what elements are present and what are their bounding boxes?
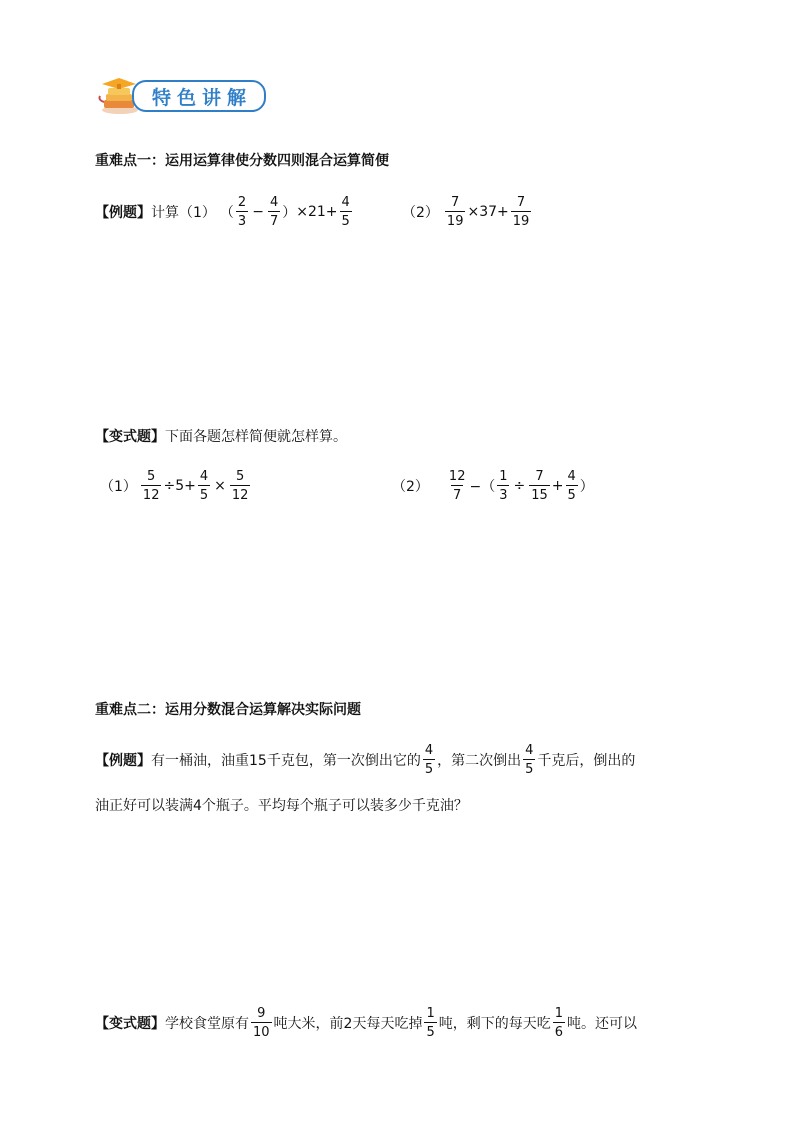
fraction	[236, 196, 248, 228]
numerator: 1	[426, 1006, 435, 1021]
variant-text: 吨。还可以	[567, 1016, 638, 1032]
badge-frame	[132, 80, 266, 112]
denominator: 7	[268, 211, 280, 228]
numerator: 2	[237, 195, 247, 210]
denominator: 15	[529, 485, 550, 502]
example1-line	[95, 196, 354, 228]
fraction	[141, 470, 162, 502]
numerator: 7	[516, 195, 526, 210]
denominator: 3	[236, 211, 248, 228]
example2-line2: 油正好可以装满4个瓶子。平均每个瓶子可以装多少千克油？	[95, 798, 468, 814]
numerator: 9	[257, 1006, 266, 1021]
denominator: 3	[497, 485, 509, 502]
fraction	[445, 196, 466, 228]
variant-text: 学校食堂原有	[165, 1016, 249, 1032]
variant1-problem1	[100, 470, 252, 502]
problem-number: （1）	[100, 479, 137, 495]
denominator: 5	[340, 211, 352, 228]
numerator: 1	[499, 469, 508, 484]
denominator: 19	[511, 211, 532, 228]
operator: +	[551, 478, 564, 494]
section2-heading: 重难点二：运用分数混合运算解决实际问题	[95, 702, 361, 718]
numerator: 4	[567, 469, 576, 484]
denominator: 19	[445, 211, 466, 228]
fraction	[340, 196, 352, 228]
fraction	[553, 1007, 565, 1039]
denominator: 5	[424, 1022, 436, 1039]
numerator: 5	[147, 469, 156, 484]
right-paren: ）	[282, 205, 297, 221]
denominator: 7	[451, 485, 463, 502]
operator: ×	[214, 478, 226, 494]
problem-number: （1）	[179, 205, 216, 221]
numerator: 4	[341, 195, 350, 210]
header-badge	[98, 76, 268, 116]
variant1-line	[95, 426, 347, 446]
right-paren: ）	[579, 479, 594, 495]
numerator: 4	[269, 195, 279, 210]
operator: −	[252, 204, 264, 220]
fraction	[423, 744, 435, 776]
problem-number: （2）	[392, 479, 429, 495]
numerator: 1	[554, 1006, 564, 1021]
example-label: 【例题】	[95, 205, 151, 221]
fraction	[268, 196, 280, 228]
variant-label: 【变式题】	[95, 429, 165, 445]
denominator: 5	[566, 485, 578, 502]
denominator: 5	[423, 759, 435, 776]
numerator: 4	[525, 743, 534, 758]
example-text: ，第二次倒出	[437, 753, 522, 769]
variant-text: 下面各题怎样简便就怎样算。	[165, 429, 347, 445]
variant1-problem2	[392, 470, 594, 502]
example-text: 有一桶油，油重15千克包，第一次倒出它的	[151, 753, 421, 769]
denominator: 6	[553, 1022, 565, 1039]
variant-label: 【变式题】	[95, 1016, 165, 1032]
fraction	[447, 470, 468, 502]
fraction	[424, 1007, 436, 1039]
operator: −（	[469, 479, 496, 495]
example-text: 千克后，倒出的	[537, 753, 636, 769]
fraction	[529, 470, 550, 502]
left-paren: （	[219, 205, 234, 221]
example-label: 【例题】	[95, 753, 151, 769]
denominator: 5	[198, 485, 210, 502]
numerator: 4	[199, 469, 209, 484]
example-intro: 计算	[151, 205, 179, 221]
problem-number: （2）	[402, 205, 439, 221]
numerator: 7	[451, 195, 460, 210]
denominator: 10	[251, 1022, 272, 1039]
variant2-line	[95, 1007, 637, 1039]
numerator: 12	[448, 469, 466, 484]
operator: ÷	[513, 478, 526, 494]
variant-text: 吨大米，前2天每天吃掉	[273, 1016, 423, 1032]
badge-title: 特色讲解	[151, 86, 252, 109]
fraction	[198, 470, 210, 502]
section1-heading: 重难点一：运用运算律使分数四则混合运算简便	[95, 153, 389, 169]
fraction	[230, 470, 251, 502]
operator: ÷5+	[163, 478, 196, 494]
fraction	[511, 196, 532, 228]
denominator: 12	[230, 485, 251, 502]
numerator: 5	[235, 469, 245, 484]
fraction	[497, 470, 509, 502]
fraction	[251, 1007, 272, 1039]
denominator: 5	[523, 759, 535, 776]
fraction	[566, 470, 578, 502]
fraction	[523, 744, 535, 776]
numerator: 4	[424, 743, 434, 758]
example2-line1	[95, 744, 635, 776]
numerator: 7	[535, 469, 544, 484]
operator: ×37+	[467, 204, 509, 220]
example1-problem2	[402, 196, 533, 228]
denominator: 12	[141, 485, 162, 502]
variant-text: 吨，剩下的每天吃	[438, 1016, 551, 1032]
operator: ×21+	[296, 204, 338, 220]
